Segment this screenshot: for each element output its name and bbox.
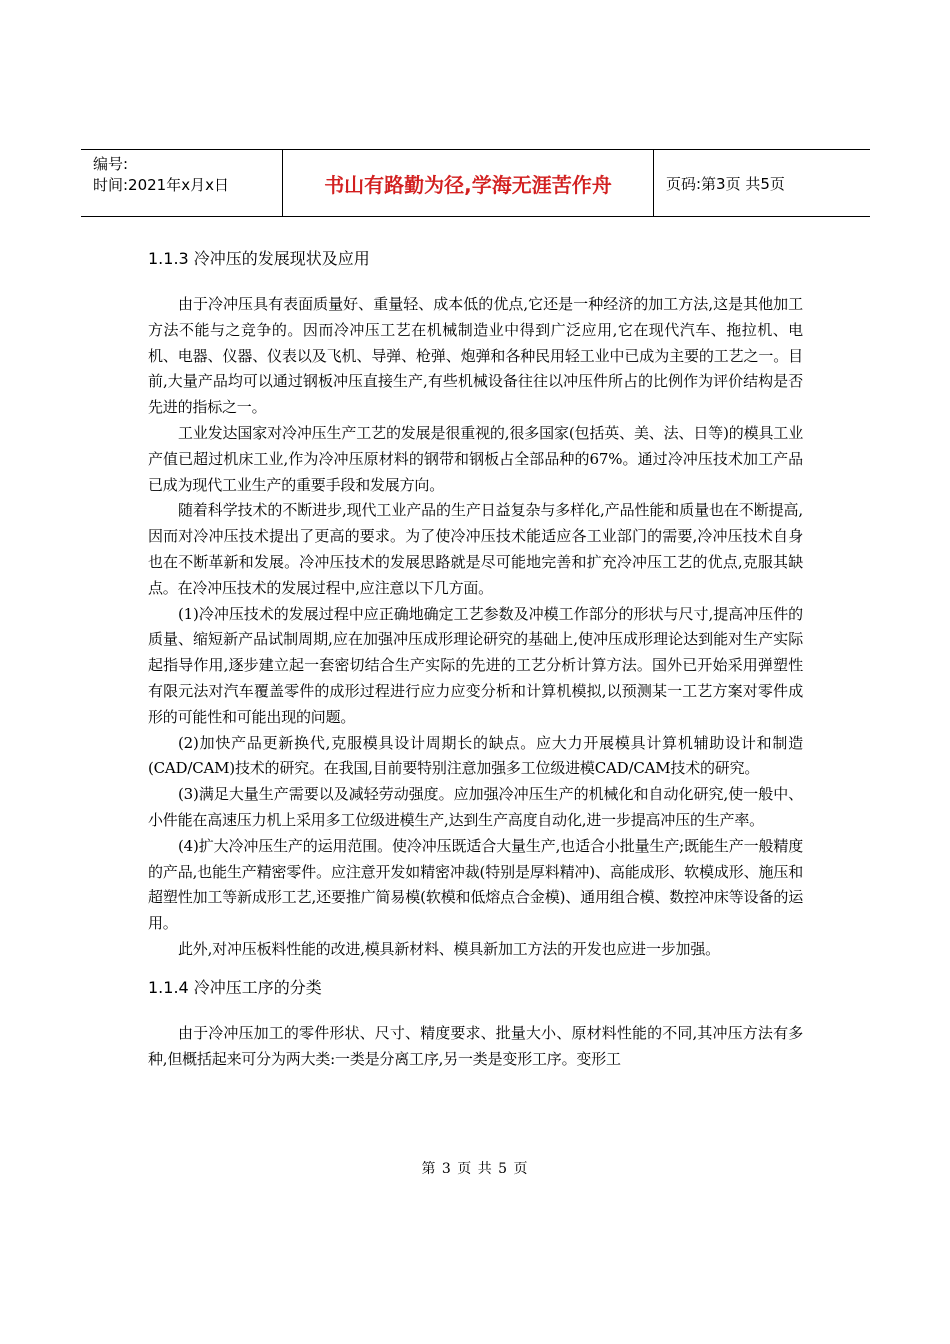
paragraph: 此外,对冲压板料性能的改进,模具新材料、模具新加工方法的开发也应进一步加强。: [178, 939, 720, 958]
document-body: [148, 244, 803, 1072]
paragraph: (2)加快产品更新换代,克服模具设计周期长的缺点。应大力开展模具计算机辅助设计和制造(CAD/CAM)技术的研究。在我国,目前要特别注意加强多工位级进模CAD/CAM技术的研究。: [148, 733, 803, 778]
paragraph: (1)冷冲压技术的发展过程中应正确地确定工艺参数及冲模工作部分的形状与尺寸,提高冲压件的质量、缩短新产品试制周期,应在加强冲压成形理论研究的基础上,使冲压成形理论达到能对生产实际起指导作用,逐步建立起一套密切结合生产实际的先进的工艺分析计算方法。国外已开始采用弹塑性有限元法对汽车覆盖零件的成形过程进行应力应变分析和计算机模拟,以预测某一工艺方案对零件成形的可能性和可能出现的问题。: [148, 604, 803, 726]
section-heading-1-1-3: 1.1.3 冷冲压的发展现状及应用: [148, 249, 370, 268]
paragraph: (3)满足大量生产需要以及减轻劳动强度。应加强冷冲压生产的机械化和自动化研究,使一般中、小件能在高速压力机上采用多工位级进模生产,达到生产高度自动化,进一步提高冲压的生产率。: [148, 785, 803, 829]
paragraph: 由于冷冲压加工的零件形状、尺寸、精度要求、批量大小、原材料性能的不同,其冲压方法有多种,但概括起来可分为两大类:一类是分离工序,另一类是变形工序。变形工: [148, 1023, 803, 1068]
page-footer: 第 3 页 共 5 页: [421, 1161, 529, 1177]
header-page-info: 页码:第3页 共5页: [666, 174, 785, 193]
section-heading-1-1-4: 1.1.4 冷冲压工序的分类: [148, 977, 322, 997]
document-number-label: 编号:: [93, 155, 129, 173]
document-date-label: 时间:2021年x月x日: [93, 176, 229, 194]
page-header: [81, 149, 870, 217]
paragraph: 随着科学技术的不断进步,现代工业产品的生产日益复杂与多样化,产品性能和质量也在不断提高,因而对冷冲压技术提出了更高的要求。为了使冷冲压技术能适应各工业部门的需要,冷冲压技术自身也在不断革新和发展。冷冲压技术的发展思路就是尽可能地完善和扩充冷冲压工艺的优点,克服其缺点。在冷冲压技术的发展过程中,应注意以下几方面。: [148, 501, 803, 597]
paragraph: 工业发达国家对冷冲压生产工艺的发展是很重视的,很多国家(包括英、美、法、日等)的模具工业产值已超过机床工业,作为冷冲压原材料的钢带和钢板占全部品种的67%。通过冷冲压技术加工产品已成为现代工业生产的重要手段和发展方向。: [148, 423, 803, 494]
header-left-cell: [81, 150, 282, 216]
paragraph: 由于冷冲压具有表面质量好、重量轻、成本低的优点,它还是一种经济的加工方法,这是其他加工方法不能与之竞争的。因而冷冲压工艺在机械制造业中得到广泛应用,它在现代汽车、拖拉机、电机、电器、仪器、仪表以及飞机、导弹、枪弹、炮弹和各种民用轻工业中已成为主要的工艺之一。目前,大量产品均可以通过钢板冲压直接生产,有些机械设备往往以冲压件所占的比例作为评价结构是否先进的指标之一。: [148, 295, 803, 417]
paragraph: (4)扩大冷冲压生产的运用范围。使冷冲压既适合大量生产,也适合小批量生产;既能生产一般精度的产品,也能生产精密零件。应注意开发如精密冲裁(特别是厚料精冲)、高能成形、软模成形、施压和超塑性加工等新成形工艺,还要推广简易模(软模和低熔点合金模)、通用组合模、数控冲床等设备的运用。: [148, 836, 803, 933]
header-motto: 书山有路勤为径,学海无涯苦作舟: [282, 150, 654, 216]
